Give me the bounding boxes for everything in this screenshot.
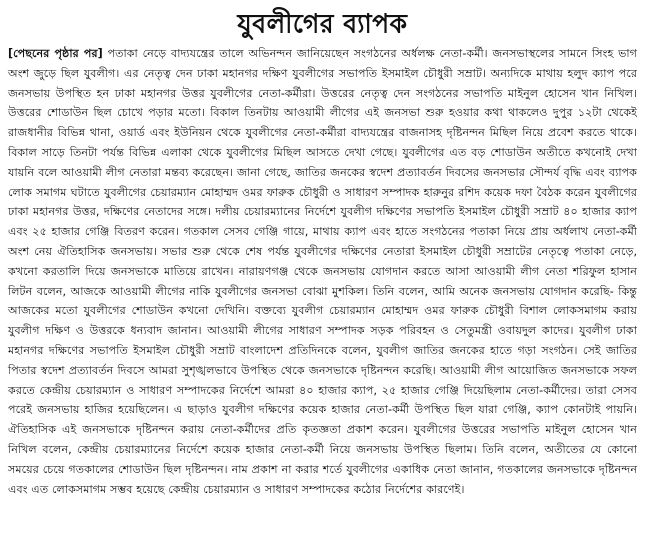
- headline-container: [8, 6, 637, 42]
- headline: যুবলীগের ব্যাপক: [237, 8, 408, 39]
- continued-from-back-page-label: [পেছনের পৃষ্ঠার পর]: [8, 47, 103, 60]
- article-body: [8, 44, 637, 499]
- article-text: পতাকা নেড়ে বাদ্যযন্ত্রের তালে অভিনন্দন জানিয়েছেন সংগঠনের অর্ধলক্ষ নেতা-কর্মী। জনসভাস্থলের সামনে সিংহ ভাগ অংশ জুড়ে ছিল যুবলীগ। এর নেতৃত্ব দেন ঢাকা মহানগর দক্ষিণ যুবলীগের সভাপতি ইসমাইল চৌধুরী সম্রাট। অন্যদিকে মাথায় হলুদ ক্যাপ পরে জনসভায় উপস্থিত হন ঢাকা মহানগর উত্তর যুবলীগের নেতা-কর্মীরা। উত্তরের নেতৃত্ব দেন সংগঠনের সভাপতি মাইনুল হোসেন খান নিখিল। উত্তরের শোডাউন ছিল চোখে পড়ার মতো। বিকাল তিনটায় আওয়ামী লীগের এই জনসভা শুরু হওয়ার কথা থাকলেও দুপুর ১২টা থেকেই রাজধানীর বিভিন্ন থানা, ওয়ার্ড এবং ইউনিয়ন থেকে যুবলীগের নেতা-কর্মীরা বাদ্যযন্ত্রের বাজনাসহ দৃষ্টিনন্দন মিছিল নিয়ে প্রবেশ করতে থাকে। বিকাল সাড়ে তিনটা পর্যন্ত বিভিন্ন এলাকা থেকে যুবলীগের মিছিল আসতে দেখা গেছে। যুবলীগের এত বড় শোডাউন অতীতে কখনোই দেখা যায়নি বলে আওয়ামী লীগ নেতারা মন্তব্য করেছেন। জানা গেছে, জাতির জনকের স্বদেশ প্রত্যাবর্তন দিবসের জনসভার সৌন্দর্য বৃদ্ধি এবং ব্যাপক লোক সমাগম ঘটাতে যুবলীগের চেয়ারম্যান মোহাম্মদ ওমর ফারুক চৌধুরী ও সাধারণ সম্পাদক হারুনুর রশিদ কয়েক দফা বৈঠক করেন যুবলীগের ঢাকা মহানগর উত্তর, দক্ষিণের নেতাদের সঙ্গে। দলীয় চেয়ারম্যানের নির্দেশে যুবলীগ দক্ষিণের সভাপতি ইসমাইল চৌধুরী সম্রাট ৪০ হাজার ক্যাপ এবং ২৫ হাজার গেঞ্জি বিতরণ করেন। গতকাল সেসব গেঞ্জি গায়ে, মাথায় ক্যাপ এবং হাতে সংগঠনের পতাকা নিয়ে প্রায় অর্ধলাখ নেতা-কর্মী অংশ নেয় ঐতিহাসিক জনসভায়। সভার শুরু থেকে শেষ পর্যন্ত যুবলীগের দক্ষিণের নেতারা ইসমাইল চৌধুরী সম্রাটের নেতৃত্বে পতাকা নেড়ে, কখনো করতালি দিয়ে জনসভাকে মাতিয়ে রাখেন। নারায়ণগঞ্জ থেকে জনসভায় যোগদান করতে আসা আওয়ামী লীগ নেতা শরিফুল হাসান লিটন বলেন, আজকে আওয়ামী লীগের নাকি যুবলীগের জনসভা বোঝা মুশকিল। তিনি বলেন, আমি অনেক জনসভায় যোগদান করেছি- কিন্তু আজকের মতো যুবলীগের শোডাউন কখনো দেখিনি। বক্তব্যে যুবলীগ চেয়ারম্যান মোহাম্মদ ওমর ফারুক চৌধুরী বিশাল লোকসমাগম করায় যুবলীগ দক্ষিণ ও উত্তরকে ধন্যবাদ জানান। আওয়ামী লীগের সাধারণ সম্পাদক সড়ক পরিবহন ও সেতুমন্ত্রী ওবায়দুল কাদের। যুবলীগ ঢাকা মহানগর দক্ষিণের সভাপতি ইসমাইল চৌধুরী সম্রাট বাংলাদেশ প্রতিদিনকে বলেন, যুবলীগ জাতির জনকের হাতে গড়া সংগঠন। সেই জাতির পিতার স্বদেশ প্রত্যাবর্তন দিবসে আমরা সুশৃঙ্খলভাবে উপস্থিত থেকে জনসভাকে দৃষ্টিনন্দন করেছি। আওয়ামী লীগ আয়োজিত জনসভাকে সফল করতে কেন্দ্রীয় চেয়ারম্যান ও সাধারণ সম্পাদকের নির্দেশে আমরা ৪০ হাজার ক্যাপ, ২৫ হাজার গেঞ্জি দিয়েছিলাম নেতা-কর্মীদের। তারা সেসব পরেই জনসভায় হাজির হয়েছিলেন। এ ছাড়াও যুবলীগ দক্ষিণের কয়েক হাজার নেতা-কর্মী উপস্থিত ছিল যারা গেঞ্জি, ক্যাপ কোনটাই পায়নি। ঐতিহাসিক এই জনসভাকে দৃষ্টিনন্দন করায় নেতা-কর্মীদের প্রতি কৃতজ্ঞতা প্রকাশ করেন। যুবলীগের উত্তরের সভাপতি মাইনুল হোসেন খান নিখিল বলেন, কেন্দ্রীয় চেয়ারম্যানের নির্দেশে কয়েক হাজার নেতা-কর্মী নিয়ে জনসভায় উপস্থিত ছিলাম। তিনি বলেন, অতীতের যে কোনো সময়ের চেয়ে গতকালের শোডাউন ছিল দৃষ্টিনন্দন। নাম প্রকাশ না করার শর্তে যুবলীগের একাধিক নেতা জানান, গতকালের জনসভাকে দৃষ্টিনন্দন এবং এত লোকসমাগম সম্ভব হয়েছে কেন্দ্রীয় চেয়ারম্যান ও সাধারণ সম্পাদকের কঠোর নির্দেশের কারণেই।: [8, 47, 638, 496]
